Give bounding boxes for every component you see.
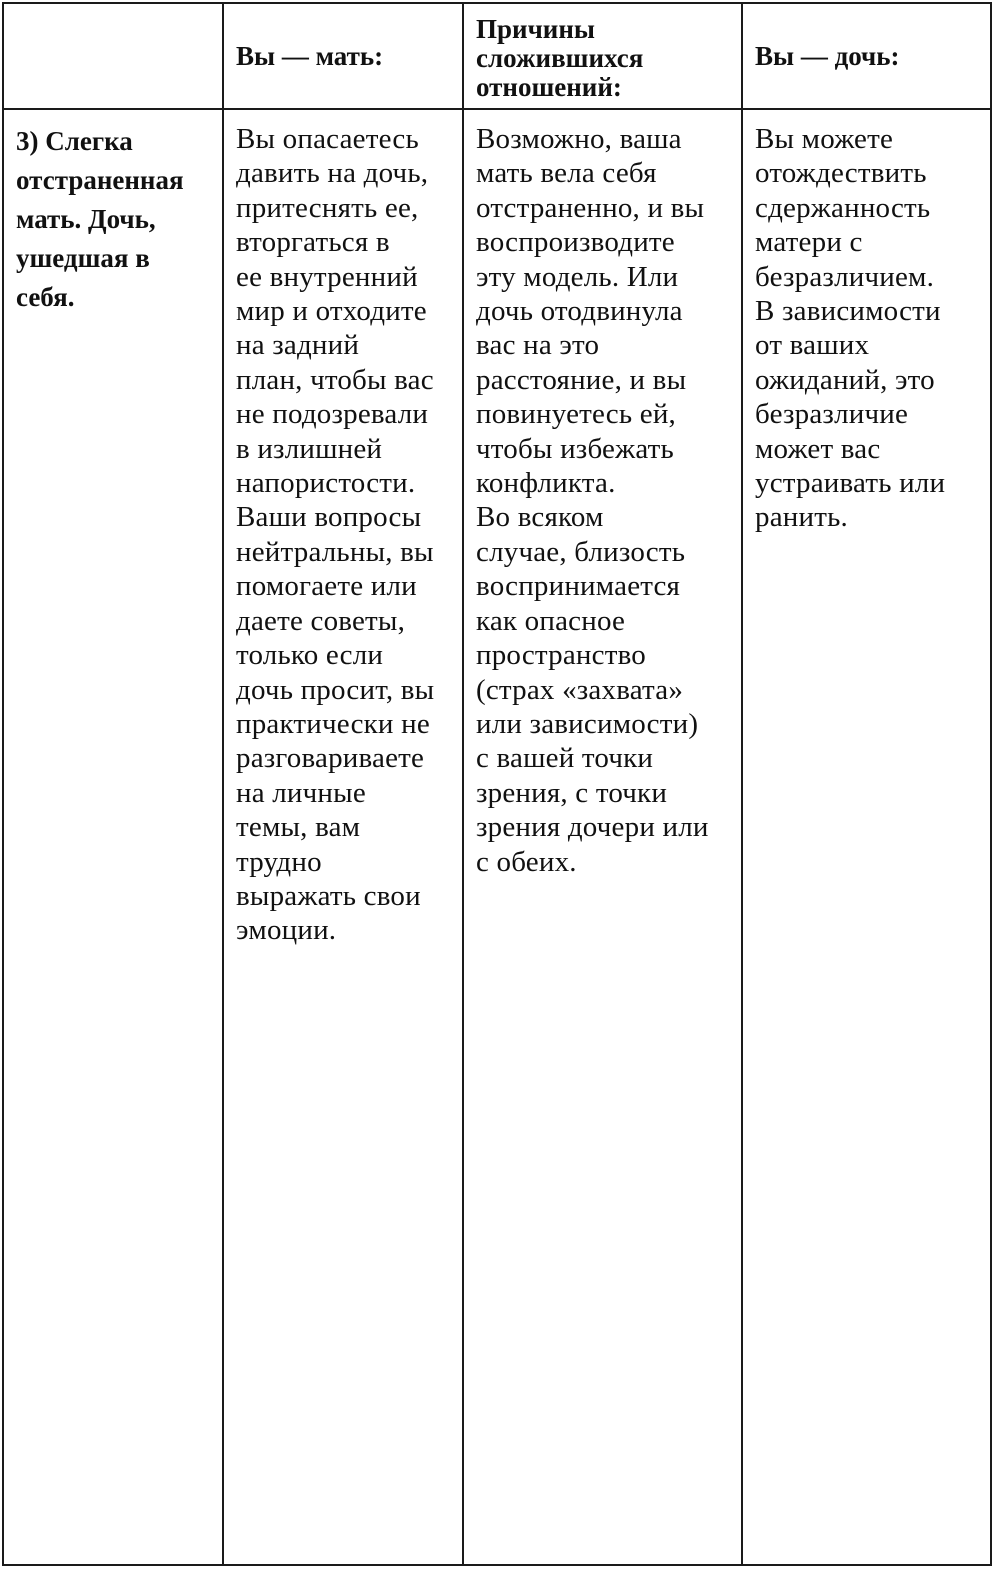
header-empty-cell xyxy=(3,3,223,109)
header-reasons-text: Причины сложившихся отношений: xyxy=(476,13,644,102)
table-header-row xyxy=(3,3,991,109)
header-reasons xyxy=(463,3,742,109)
reasons-text-cell: Возможно, ваша мать вела себя отстраненно, и вы воспроизводите эту модель. Или дочь отодвинула вас на это расстояние, и вы повинуетесь ей, чтобы избежать конфликта. Во всяком случае, близость воспринимается как опасное пространство (страх «захвата» или зависимости) с вашей точки зрения, с точки зрения дочери или с обеих. xyxy=(463,109,742,1565)
row-title-cell: 3) Слегка отстраненная мать. Дочь, ушедшая в себя. xyxy=(3,109,223,1565)
comparison-table xyxy=(2,2,992,1566)
header-you-daughter: Вы — дочь: xyxy=(742,3,991,109)
header-you-mother: Вы — мать: xyxy=(223,3,463,109)
mother-text-cell: Вы опасаетесь давить на дочь, притеснять ее, вторгаться в ее внутренний мир и отходите на задний план, чтобы вас не подозревали в излишней напористости. Ваши вопросы нейтральны, вы помогаете или даете советы, только если дочь просит, вы практически не разговариваете на личные темы, вам трудно выражать свои эмоции. xyxy=(223,109,463,1565)
table-row xyxy=(3,109,991,1565)
daughter-text-cell: Вы можете отождествить сдержанность матери с безразличием. В зависимости от ваших ожиданий, это безразличие может вас устраивать или ранить. xyxy=(742,109,991,1565)
